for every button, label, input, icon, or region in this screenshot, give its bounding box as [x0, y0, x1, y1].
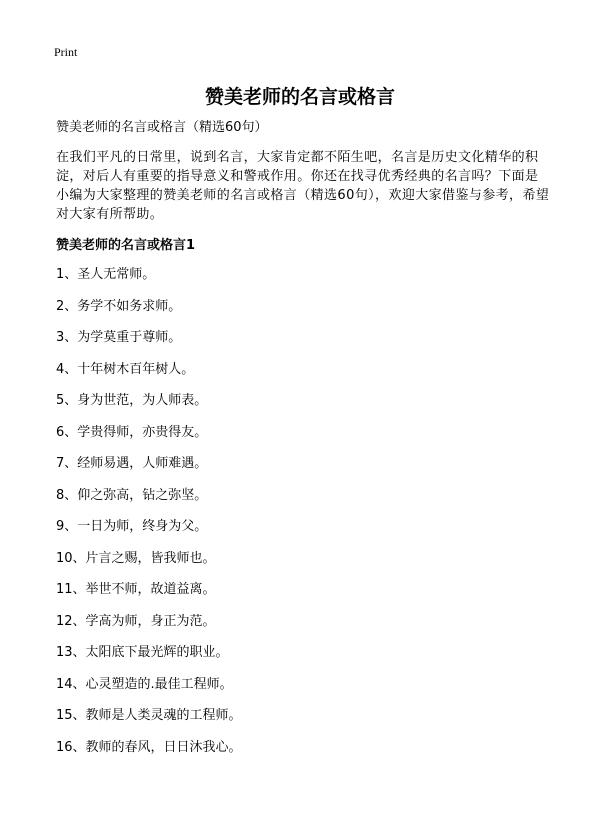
quote-item: 8、仰之弥高，钻之弥坚。 [56, 487, 208, 503]
quote-item: 2、务学不如务求师。 [56, 298, 182, 314]
section-heading: 赞美老师的名言或格言1 [56, 238, 196, 253]
quote-item: 14、心灵塑造的.最佳工程师。 [56, 676, 233, 692]
quote-item: 11、举世不师，故道益离。 [56, 582, 216, 597]
quote-item: 15、教师是人类灵魂的工程师。 [56, 708, 242, 723]
page-title: 赞美老师的名言或格言 [204, 86, 395, 108]
quote-item: 5、身为世范，为人师表。 [56, 393, 208, 408]
quote-item: 9、一日为师，终身为父。 [56, 519, 208, 534]
quote-item: 7、经师易遇，人师难遇。 [56, 456, 208, 471]
quote-item: 4、十年树木百年树人。 [56, 361, 195, 377]
quote-item: 12、学高为师，身正为范。 [56, 613, 216, 629]
quote-item: 10、片言之赐，皆我师也。 [56, 550, 216, 566]
intro-paragraph: 在我们平凡的日常里，说到名言，大家肯定都不陌生吧，名言是历史文化精华的积淀，对后人有重要的指导意义和警戒作用。你还在找寻优秀经典的名言吗？下面是小编为大家整理的赞美老师的名言或格言（精选60句），欢迎大家借鉴与参考，希望对大家有所帮助。 [56, 150, 550, 222]
article-body [56, 118, 550, 769]
quote-item: 13、太阳底下最光辉的职业。 [56, 645, 229, 660]
quote-list [56, 265, 550, 769]
quote-item: 3、为学莫重于尊师。 [56, 330, 182, 345]
article-subtitle: 赞美老师的名言或格言（精选60句） [56, 120, 268, 135]
quote-item: 6、学贵得师，亦贵得友。 [56, 424, 208, 440]
quote-item: 1、圣人无常师。 [56, 267, 156, 282]
print-link[interactable]: Print [54, 45, 78, 59]
quote-item: 16、教师的春风，日日沐我心。 [56, 739, 242, 755]
